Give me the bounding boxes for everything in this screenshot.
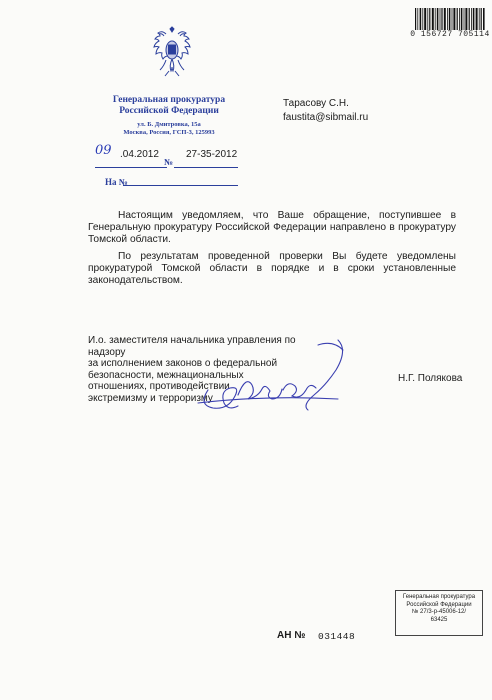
number-label: № <box>164 157 174 167</box>
form-series-label: АН № <box>277 630 306 641</box>
document-number: 27-35-2012 <box>186 149 238 160</box>
barcode-number: 0 156727 705114 <box>410 30 490 39</box>
body-paragraph-2: По результатам проведенной проверки Вы будете уведомлены прокуратурой Томской области в порядке и в сроки установленные законодательством. <box>88 251 456 286</box>
signatory-title-line1: И.о. заместителя начальника управления по надзору <box>88 335 296 358</box>
stamp-line1: Генеральная прокуратура <box>402 594 476 600</box>
recipient-name: Тарасову С.Н. <box>283 98 349 109</box>
signatory-title-line5: экстремизму и терроризму <box>88 392 213 404</box>
signatory-title-line2: за исполнением законов о федеральной <box>88 358 278 369</box>
address-line2: Москва, Россия, ГСП-3, 125993 <box>123 129 215 136</box>
handwritten-day: 09 <box>95 143 112 158</box>
organization-name-line2: Российской Федерации <box>119 106 219 116</box>
letter-body <box>88 210 456 292</box>
signatory-title-line3: безопасности, межнациональных <box>88 369 244 381</box>
reference-label: На № <box>105 177 128 187</box>
reference-underline <box>123 185 238 186</box>
document-date: .04.2012 <box>120 149 159 160</box>
handwritten-signature <box>188 335 388 425</box>
stamp-line3: № 27/3-р-45006-12/ <box>411 609 467 615</box>
date-underline <box>95 167 167 168</box>
coat-of-arms-icon <box>148 26 196 80</box>
body-paragraph-1: Настоящим уведомляем, что Ваше обращение, поступившее в Генеральную прокуратуру Российской Федерации направлено в прокуратуру Томской области. <box>88 210 456 245</box>
form-series-number: 031448 <box>318 631 356 642</box>
organization-name <box>104 95 234 117</box>
recipient-email: faustita@sibmail.ru <box>283 112 369 123</box>
number-underline <box>174 167 238 168</box>
barcode-image <box>415 8 485 30</box>
signatory-name: Н.Г. Полякова <box>398 373 463 384</box>
address-line1: ул. Б. Дмитровка, 15а <box>137 121 201 128</box>
signatory-title-line4: отношениях, противодействии <box>88 381 230 392</box>
organization-address <box>104 121 234 137</box>
stamp-line4: 63425 <box>430 616 448 623</box>
organization-name-line1: Генеральная прокуратура <box>112 95 226 105</box>
stamp-line2: Российской Федерации <box>406 601 472 608</box>
recipient-block <box>283 97 368 125</box>
registration-stamp <box>395 590 483 636</box>
